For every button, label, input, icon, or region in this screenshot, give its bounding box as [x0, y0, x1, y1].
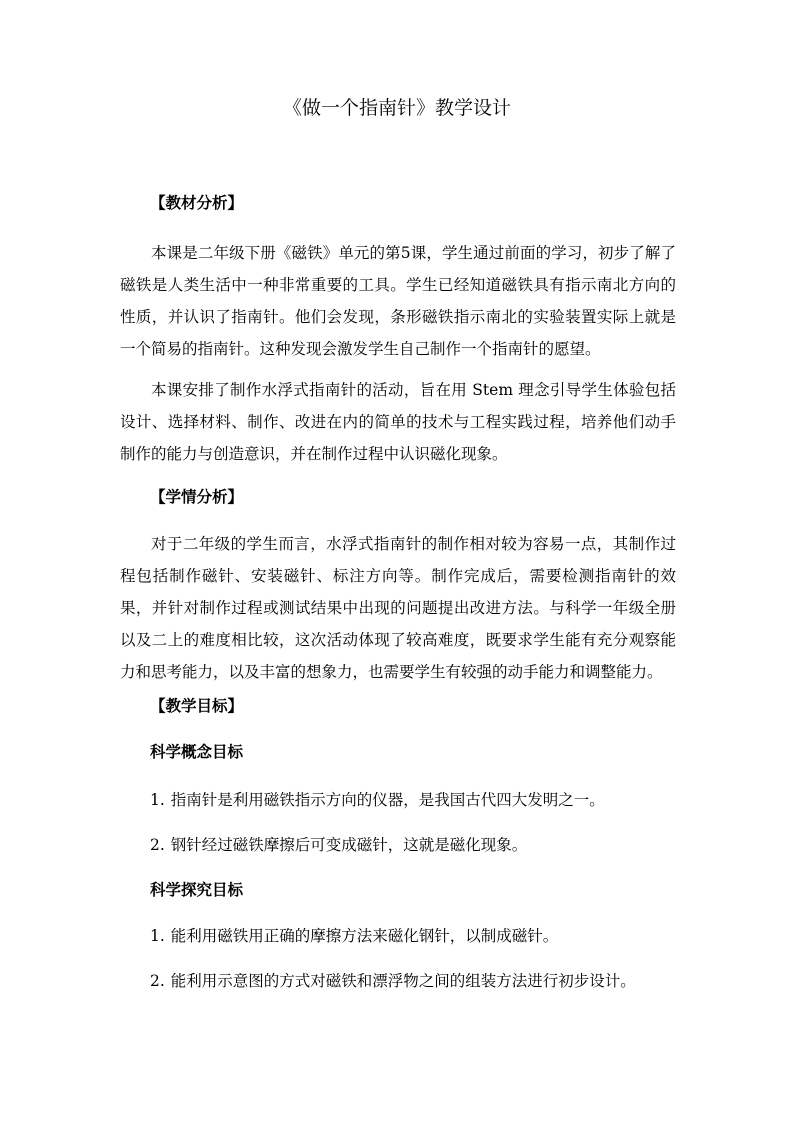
- subheading-concept-goals: 科学概念目标: [150, 742, 244, 761]
- list-item-text: 钢针经过磁铁摩擦后可变成磁针，这就是磁化现象。: [170, 836, 528, 854]
- page-title: 《做一个指南针》教学设计: [282, 97, 511, 119]
- paragraph-material-analysis-1: 本课是二年级下册《磁铁》单元的第5课，学生通过前面的学习，初步了解了磁铁是人类生活中一种非常重要的工具。学生已经知道磁铁具有指示南北方向的性质，并认识了指南针。他们会发现，条形磁铁指示南北的实验装置实际上就是一个简易的指南针。这种发现会激发学生自己制作一个指南针的愿望。: [120, 244, 676, 358]
- paragraph-student-analysis-1: 对于二年级的学生而言，水浮式指南针的制作相对较为容易一点，其制作过程包括制作磁针、安装磁针、标注方向等。制作完成后，需要检测指南针的效果，并针对制作过程或测试结果中出现的问题提出改进方法。与科学一年级全册以及二上的难度相比较，这次活动体现了较高难度，既要求学生能有充分观察能力和思考能力，以及丰富的想象力，也需要学生有较强的动手能力和调整能力。: [120, 535, 676, 681]
- list-item-number: 1.: [150, 927, 165, 945]
- paragraph-material-analysis-2: 本课安排了制作水浮式指南针的活动，旨在用 Stem 理念引导学生体验包括设计、选择材料、制作、改进在内的简单的技术与工程实践过程，培养他们动手制作的能力与创造意识，并在制作过程中认识磁化现象。: [120, 381, 676, 463]
- list-item-text: 能利用示意图的方式对磁铁和漂浮物之间的组装方法进行初步设计。: [170, 972, 636, 990]
- list-item: [150, 969, 636, 993]
- list-item-number: 2.: [150, 972, 165, 990]
- section-heading-material-analysis: 【教材分析】: [150, 193, 244, 212]
- list-item: [150, 833, 527, 857]
- list-item: [150, 924, 558, 948]
- list-item-number: 1.: [150, 791, 165, 809]
- section-heading-teaching-goals: 【教学目标】: [150, 696, 244, 715]
- list-item-number: 2.: [150, 836, 165, 854]
- section-heading-student-analysis: 【学情分析】: [150, 487, 244, 506]
- list-item-text: 能利用磁铁用正确的摩擦方法来磁化钢针，以制成磁针。: [170, 927, 559, 945]
- subheading-inquiry-goals: 科学探究目标: [150, 880, 244, 899]
- list-item-text: 指南针是利用磁铁指示方向的仪器，是我国古代四大发明之一。: [170, 791, 605, 809]
- list-item: [150, 788, 605, 812]
